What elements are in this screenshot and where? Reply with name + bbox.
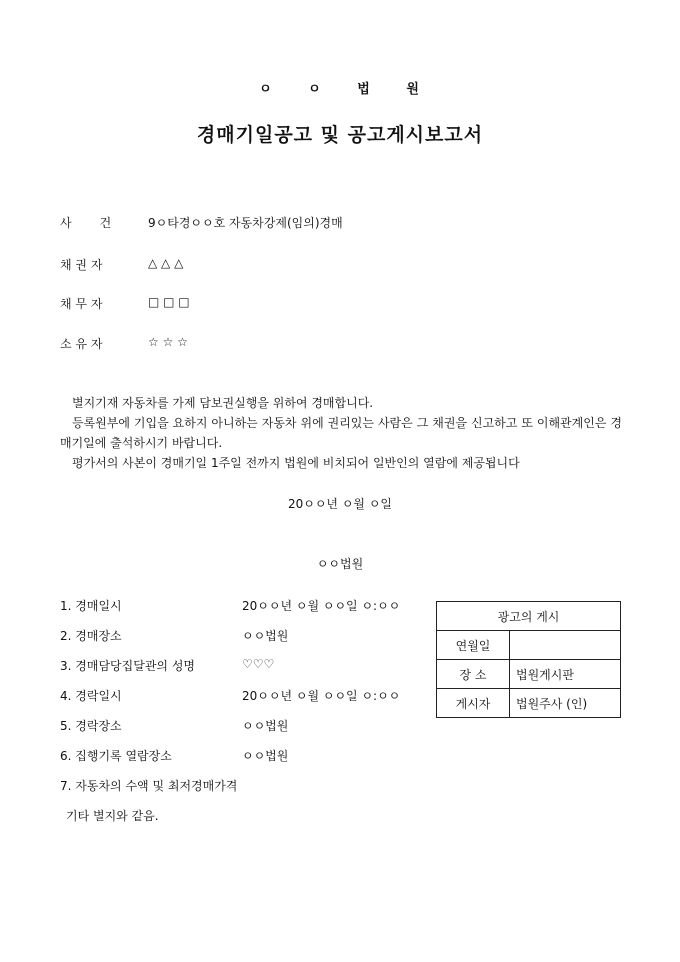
paragraph: 별지기재 자동차를 가제 담보권실행을 위하여 경매합니다.: [72, 396, 374, 410]
table-key: 연월일: [437, 631, 510, 660]
item-label: 4. 경락일시: [60, 689, 122, 703]
debtor-value: □ □ □: [148, 295, 190, 309]
court-char: 원: [406, 82, 421, 97]
item-label: 1. 경매일시: [60, 599, 122, 613]
court-char: ㅇ: [259, 82, 274, 97]
table-row: [437, 660, 621, 689]
creditor-value: △ △ △: [148, 256, 184, 270]
paragraph: 평가서의 사본이 경매기일 1주일 전까지 법원에 비치되어 일반인의 열람에 제공됩니다: [72, 456, 520, 470]
court-header: [0, 78, 680, 97]
case-label: 사 건: [60, 216, 112, 230]
table-row: [437, 689, 621, 718]
notice-posting-table: [436, 601, 621, 718]
item-label: 5. 경락장소: [60, 719, 122, 733]
item-value: ㅇㅇ법원: [242, 719, 289, 733]
notice-body: [60, 393, 622, 473]
document-title: 경매기일공고 및 공고게시보고서: [196, 124, 484, 146]
item-label: 7. 자동차의 수액 및 최저경매가격: [60, 779, 238, 793]
footer-note: 기타 별지와 같음.: [66, 809, 159, 823]
table-value: 법원게시판: [510, 660, 621, 689]
item-value: ♡♡♡: [242, 657, 275, 671]
item-value: ㅇㅇ법원: [242, 749, 289, 763]
table-value: [510, 631, 621, 660]
owner-value: ☆ ☆ ☆: [148, 335, 188, 349]
creditor-label: 채 권 자: [60, 258, 103, 272]
item-label: 6. 집행기록 열람장소: [60, 749, 172, 763]
notice-date: 20ㅇㅇ년 ㅇ월 ㅇ일: [287, 497, 393, 511]
paragraph: 등록원부에 기입을 요하지 아니하는 자동차 위에 권리있는 사람은 그 채권을 신고하고 또 이해관계인은 경매기일에 출석하시기 바랍니다.: [60, 416, 622, 450]
owner-label: 소 유 자: [60, 337, 103, 351]
item-value: 20ㅇㅇ년 ㅇ월 ㅇㅇ일 ㅇ:ㅇㅇ: [242, 689, 401, 703]
table-key: 장 소: [437, 660, 510, 689]
item-label: 3. 경매담당집달관의 성명: [60, 659, 195, 673]
court-char: ㅇ: [308, 82, 323, 97]
court-signature: ㅇㅇ법원: [316, 557, 364, 571]
item-value: 20ㅇㅇ년 ㅇ월 ㅇㅇ일 ㅇ:ㅇㅇ: [242, 599, 401, 613]
court-char: 법: [357, 82, 372, 97]
item-value: ㅇㅇ법원: [242, 629, 289, 643]
table-row: [437, 631, 621, 660]
table-value: 법원주사 (인): [510, 689, 621, 718]
item-label: 2. 경매장소: [60, 629, 122, 643]
table-key: 게시자: [437, 689, 510, 718]
debtor-label: 채 무 자: [60, 297, 103, 311]
case-value: 9ㅇ타경ㅇㅇ호 자동차강제(임의)경매: [148, 216, 343, 230]
table-header: 광고의 게시: [437, 602, 621, 631]
